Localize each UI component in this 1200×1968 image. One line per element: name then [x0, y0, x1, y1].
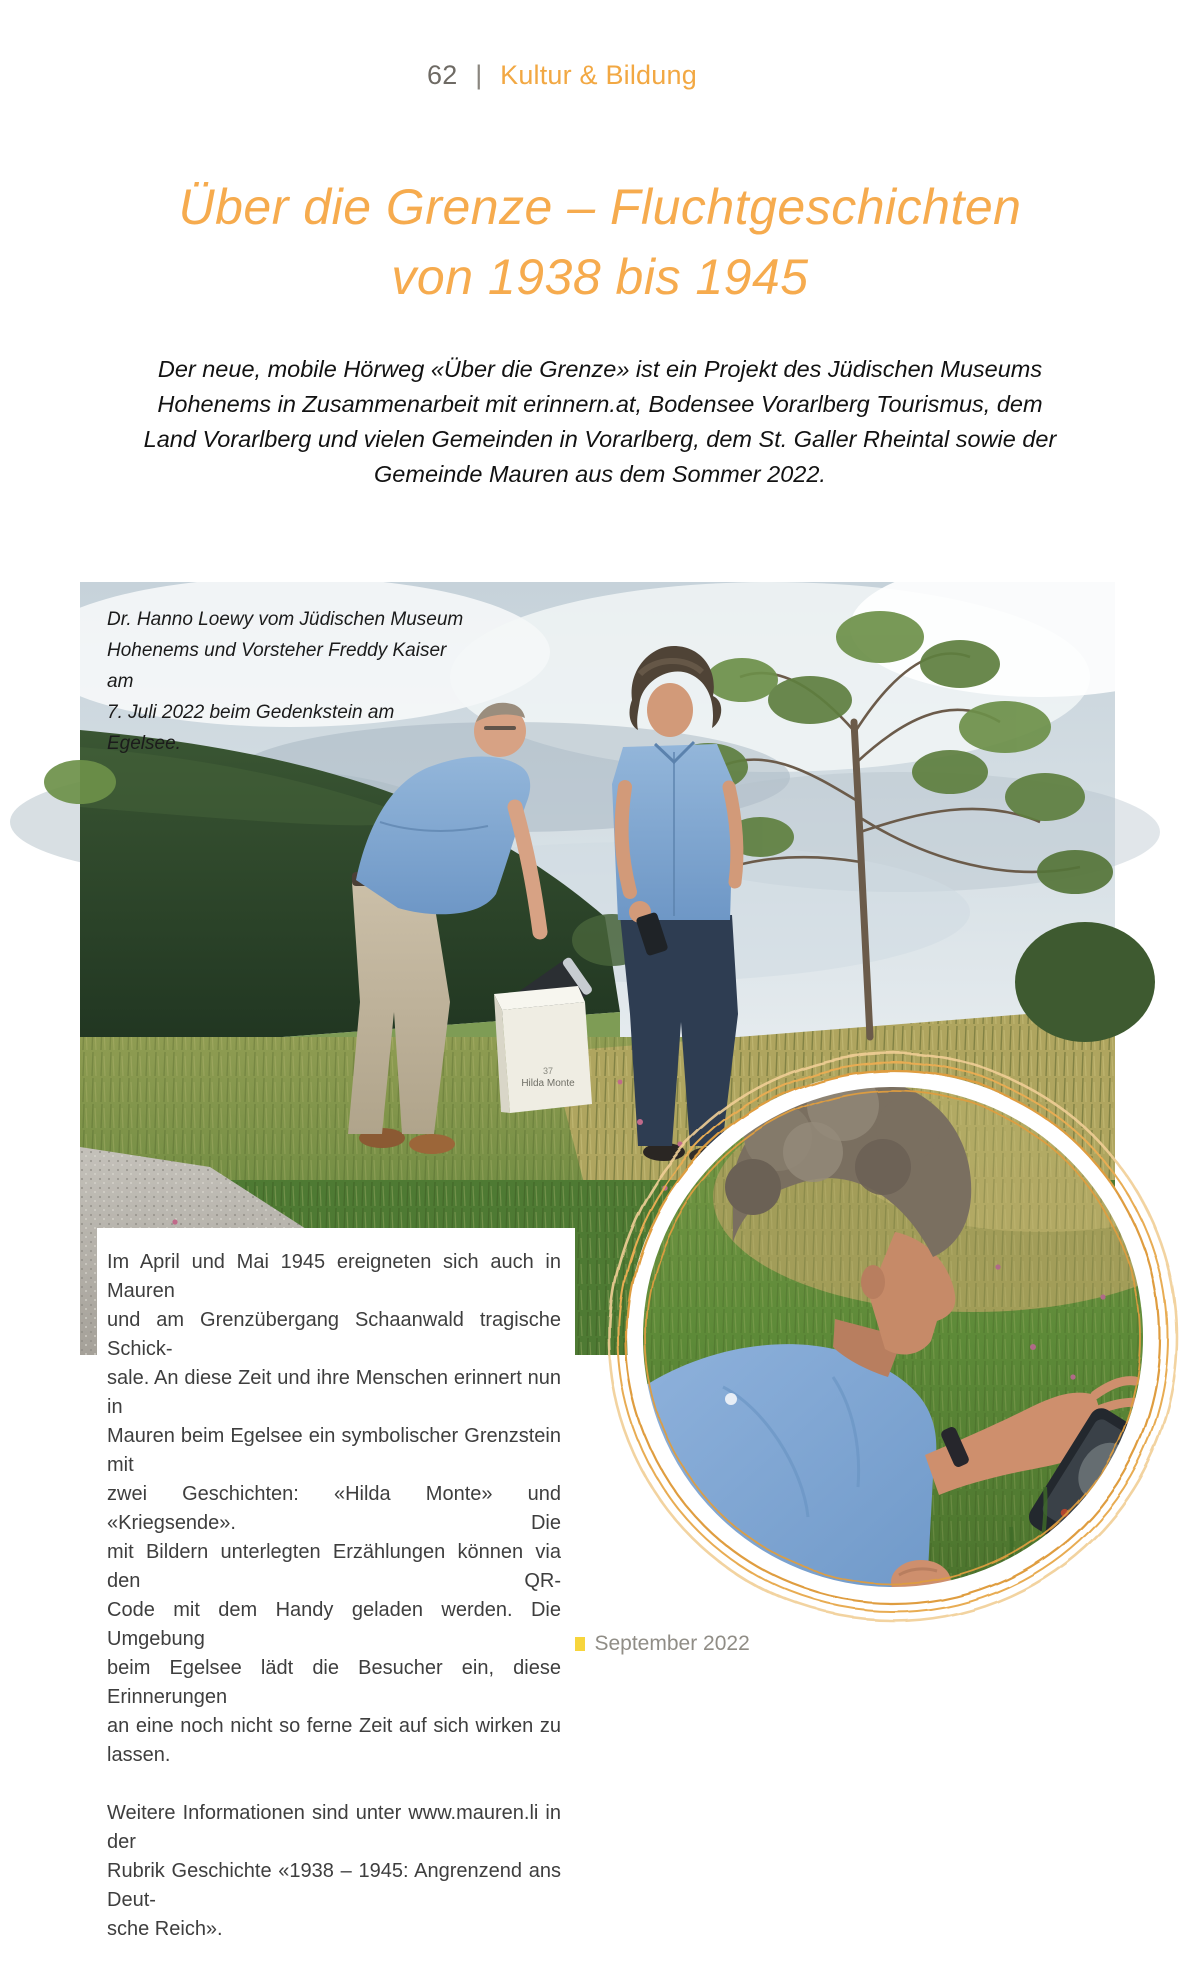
body-line: Weitere Informationen sind unter www.mauren.li in der	[107, 1802, 561, 1853]
photo-caption	[107, 604, 467, 759]
paragraph-1	[107, 1248, 561, 1770]
inset-photo-circle	[603, 1047, 1183, 1627]
lede-line: Hohenems in Zusammenarbeit mit erinnern.at, Bodensee Vorarlberg Tourismus, dem	[157, 391, 1043, 417]
body-line: Code mit dem Handy geladen werden. Die Umgebung	[107, 1599, 561, 1650]
page-number: 62	[427, 60, 458, 90]
memorial-stone	[494, 986, 592, 1113]
body-line: Im April und Mai 1945 ereigneten sich auch in Mauren	[107, 1251, 561, 1302]
issue-date: September 2022	[594, 1631, 750, 1655]
lede-line: Gemeinde Mauren aus dem Sommer 2022.	[374, 461, 826, 487]
body-line: sale. An diese Zeit und ihre Menschen erinnert nun in	[107, 1367, 561, 1418]
body-line: Mauren beim Egelsee ein symbolischer Grenzstein mit	[107, 1425, 561, 1476]
caption-line: Hohenems und Vorsteher Freddy Kaiser am	[107, 640, 447, 692]
body-line: beim Egelsee lädt die Besucher ein, diese Erinnerungen	[107, 1657, 561, 1708]
body-line: zwei Geschichten: «Hilda Monte» und «Kriegsende». Die	[107, 1483, 561, 1534]
article-title	[0, 172, 1200, 312]
stone-number: 37	[542, 1066, 554, 1076]
caption-line: Dr. Hanno Loewy vom Jüdischen Museum	[107, 609, 464, 630]
body-line: an eine noch nicht so ferne Zeit auf sich wirken zu lassen.	[107, 1715, 561, 1766]
body-line: sche Reich».	[107, 1918, 223, 1940]
inset-scene	[603, 1047, 1183, 1627]
body-line: Rubrik Geschichte «1938 – 1945: Angrenzend ans Deut-	[107, 1860, 561, 1911]
paragraph-2	[107, 1799, 561, 1944]
header-separator: |	[475, 60, 483, 90]
article-title-line2: von 1938 bis 1945	[391, 249, 809, 305]
body-textbox	[97, 1228, 575, 1968]
article-lede	[0, 352, 1200, 492]
page-header	[0, 60, 1162, 91]
lede-line: Land Vorarlberg und vielen Gemeinden in Vorarlberg, dem St. Galler Rheintal sowie der	[143, 426, 1057, 452]
article-title-line1: Über die Grenze – Fluchtgeschichten	[178, 179, 1022, 235]
lede-line: Der neue, mobile Hörweg «Über die Grenze» ist ein Projekt des Jüdischen Museums	[157, 356, 1043, 382]
body-line: mit Bildern unterlegten Erzählungen können via den QR-	[107, 1541, 561, 1592]
stone-label: Hilda Monte	[521, 1078, 575, 1089]
body-line: und am Grenzübergang Schaanwald tragische Schick-	[107, 1309, 561, 1360]
caption-line: 7. Juli 2022 beim Gedenkstein am Egelsee.	[107, 702, 395, 754]
section-label: Kultur & Bildung	[500, 60, 697, 90]
